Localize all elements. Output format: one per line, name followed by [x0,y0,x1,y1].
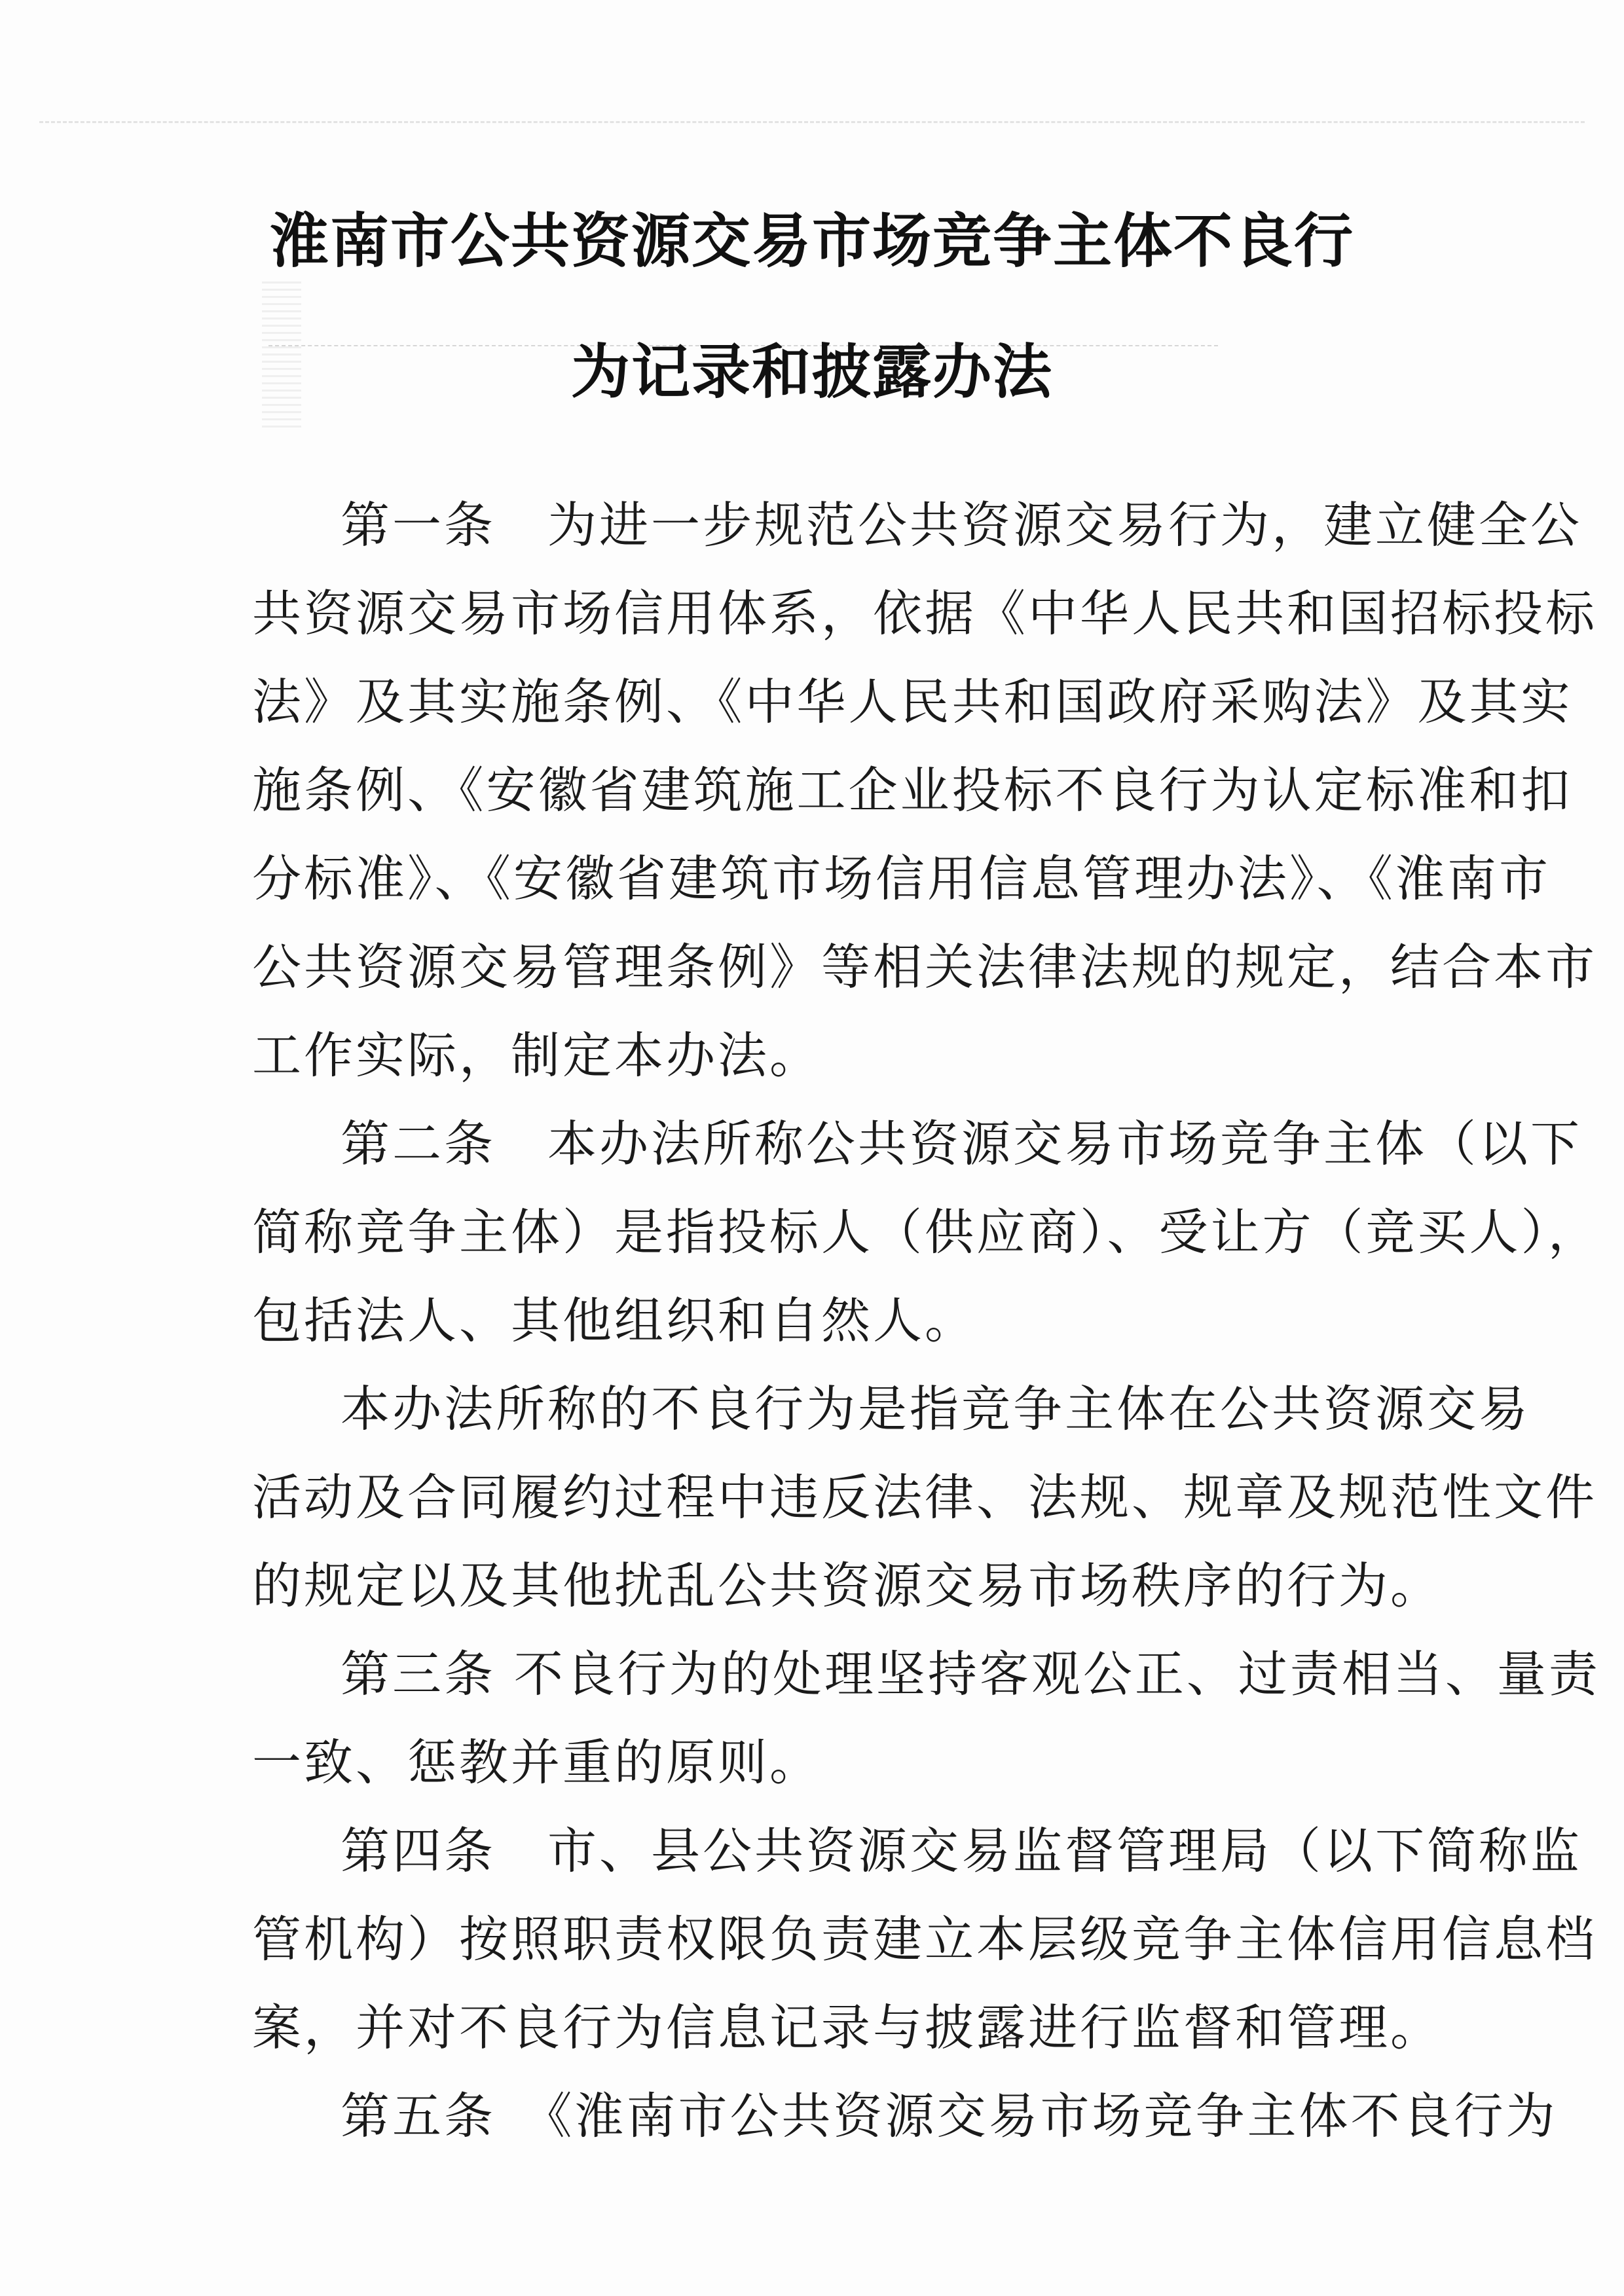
article-1-line: 公共资源交易管理条例》等相关法律法规的规定，结合本市 [252,938,1598,996]
article-2-line: 第二条 本办法所称公共资源交易市场竞争主体（以下 [341,1115,1583,1173]
document-title-line-2: 为记录和披露办法 [571,337,1053,407]
article-1-line: 第一条 为进一步规范公共资源交易行为，建立健全公 [341,496,1583,554]
article-2-paragraph-2-line: 的规定以及其他扰乱公共资源交易市场秩序的行为。 [252,1557,1443,1614]
article-2-paragraph-2-line: 本办法所称的不良行为是指竞争主体在公共资源交易 [341,1380,1531,1438]
article-4-line: 案，并对不良行为信息记录与披露进行监督和管理。 [252,1999,1443,2056]
article-3-line: 第三条 不良行为的处理坚持客观公正、过责相当、量责 [341,1645,1600,1703]
article-1-line: 共资源交易市场信用体系，依据《中华人民共和国招标投标 [252,585,1598,642]
article-4-line: 第四条 市、县公共资源交易监督管理局（以下简称监 [341,1822,1583,1880]
scan-artifact-line [39,121,1585,123]
article-3-line: 一致、惩教并重的原则。 [252,1734,822,1791]
article-1-line: 工作实际，制定本办法。 [252,1027,822,1084]
article-1-line: 施条例、《安徽省建筑施工企业投标不良行为认定标准和扣 [252,761,1573,819]
article-1-line: 法》及其实施条例、《中华人民共和国政府采购法》及其实 [252,673,1573,731]
article-2-line: 包括法人、其他组织和自然人。 [252,1292,977,1349]
document-body [252,481,1600,2160]
article-2-paragraph-2-line: 活动及合同履约过程中违反法律、法规、规章及规范性文件 [252,1468,1598,1526]
document-title-line-1: 淮南市公共资源交易市场竞争主体不良行 [270,206,1354,276]
article-4-line: 管机构）按照职责权限负责建立本层级竞争主体信用信息档 [252,1910,1598,1968]
article-5-line: 第五条 《淮南市公共资源交易市场竞争主体不良行为 [341,2087,1558,2145]
article-1-line: 分标准》、《安徽省建筑市场信用信息管理办法》、《淮南市 [252,850,1551,907]
article-2-line: 简称竞争主体）是指投标人（供应商）、受让方（竞买人）， [252,1203,1600,1261]
